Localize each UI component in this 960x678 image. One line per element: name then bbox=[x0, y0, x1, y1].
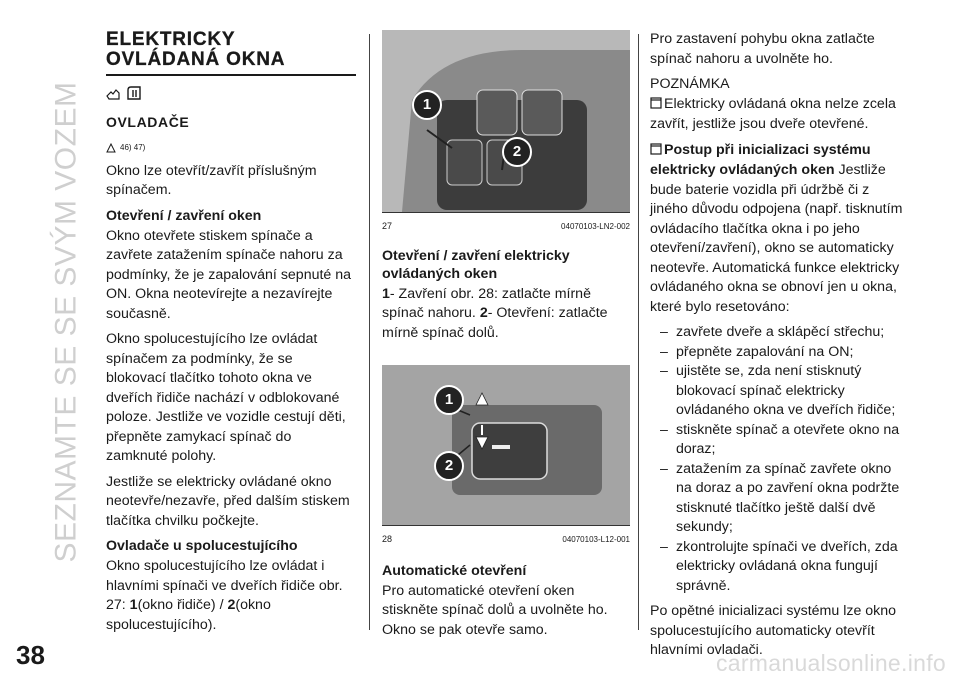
paragraph: Po opětné inicializaci systému lze okno spolucestujícího automaticky otevřít hlavními ovladači. bbox=[650, 603, 897, 658]
note-references[interactable]: 46) 47) bbox=[120, 143, 146, 152]
paragraph: Jestliže se elektricky ovládané okno neotevře/nezavře, před dalším stiskem tlačítka chvilku počkejte. bbox=[106, 473, 350, 529]
paragraph: Okno spolucestujícího lze ovládat spínačem za podmínky, že se blokovací tlačítko tohoto okna ve dveřích řidiče nachází v odblokované poloze. Jestliže ve vozidle cestují děti, přepněte zamykací spínač do zamknuté polohy. bbox=[106, 331, 346, 464]
watermark[interactable]: carmanualsonline.info bbox=[715, 650, 946, 676]
subsection-title: OVLADAČE bbox=[106, 113, 190, 130]
title-rule bbox=[106, 74, 356, 76]
list-item: – zkontrolujte spínači ve dveřích, zda elektricky ovládaná okna fungují správně. bbox=[650, 538, 905, 597]
callout-2: 2 bbox=[434, 451, 464, 481]
paragraph: Pro automatické otevření oken stiskněte spínač dolů a uvolněte ho. Okno se pak otevře samo. bbox=[382, 582, 608, 638]
figure-caption: 27 04070103-LN2-002 bbox=[382, 221, 630, 231]
column-divider bbox=[638, 34, 639, 630]
callout-2: 2 bbox=[502, 137, 532, 167]
paragraph: Okno lze otevřít/zavřít příslušným spínačem. bbox=[106, 162, 317, 198]
figure-28 bbox=[382, 365, 630, 526]
reference-row bbox=[106, 138, 356, 162]
note-paragraph: Elektricky ovládaná okna nelze zcela zavřít, jestliže jsou dveře otevřené. bbox=[650, 95, 896, 132]
column-3 bbox=[650, 30, 905, 667]
list-item: – stiskněte spínač a otevřete okno na doraz; bbox=[650, 421, 905, 460]
heading: Automatické otevření bbox=[382, 562, 527, 579]
list-item: – zavřete dveře a sklápěcí střechu; bbox=[650, 323, 905, 343]
callout-1: 1 bbox=[412, 90, 442, 120]
section-icons bbox=[106, 86, 356, 107]
figure-27 bbox=[382, 30, 630, 213]
column-2 bbox=[382, 30, 630, 646]
steps-list bbox=[650, 323, 905, 596]
single-switch-illustration bbox=[382, 365, 630, 525]
switch-panel-illustration bbox=[382, 30, 630, 212]
chapter-side-title: SEZNAMTE SE SE SVÝM VOZEM bbox=[49, 81, 83, 563]
init-paragraph: Postup při inicializaci systému elektricky ovládaných oken Jestliže bude baterie vozidla při údržbě či z jiného důvodu odpojena (např. tisknutím ovládacího tlačítka okna i po jeho otevření/zavření), okno se automaticky neotevře. Automatická funkce elektricky ovládaného okna se obnoví jen u okna, které bylo resetováno: bbox=[650, 141, 903, 315]
paragraph: Okno otevřete stiskem spínače a zavřete zatažením spínače nahoru za podmínky, že je zapalování sepnuté na ON. Okna neotevírejte a nezavírejte současně. bbox=[106, 227, 352, 322]
warning-ref-icon bbox=[106, 140, 116, 160]
note-label: POZNÁMKA bbox=[650, 76, 730, 92]
callout-1: 1 bbox=[434, 385, 464, 415]
list-item: – zatažením za spínač zavřete okno na doraz a po zavření okna podržte stisknuté tlačítko ještě další dvě sekundy; bbox=[650, 460, 905, 538]
window-icon bbox=[126, 86, 142, 107]
paragraph: Okno spolucestujícího lze ovládat i hlavními spínači ve dveřích řidiče obr. 27: 1(okno řidiče) / 2(okno spolucestujícího). bbox=[106, 558, 343, 633]
column-1 bbox=[106, 30, 356, 641]
heading: Ovladače u spolucestujícího bbox=[106, 538, 298, 554]
list-item: – přepněte zapalování na ON; bbox=[650, 343, 905, 363]
hand-icon bbox=[106, 87, 120, 107]
info-note-icon bbox=[650, 142, 662, 162]
section-title: ELEKTRICKY OVLÁDANÁ OKNA bbox=[106, 29, 286, 70]
heading: Otevření / zavření elektricky ovládaných oken bbox=[382, 247, 570, 282]
page-number: 38 bbox=[16, 640, 45, 670]
info-note-icon bbox=[650, 96, 662, 116]
figure-caption: 28 04070103-L12-001 bbox=[382, 534, 630, 544]
heading: Otevření / zavření oken bbox=[106, 207, 262, 224]
paragraph: Pro zastavení pohybu okna zatlačte spínač nahoru a uvolněte ho. bbox=[650, 31, 875, 67]
column-divider bbox=[369, 34, 370, 630]
list-item: – ujistěte se, zda není stisknutý blokovací spínač elektricky ovládaného okna ve dveřích řidiče; bbox=[650, 362, 905, 421]
paragraph: 1- Zavření obr. 28: zatlačte mírně spínač nahoru. 2- Otevření: zatlačte mírně spínač dolů. bbox=[382, 285, 608, 341]
